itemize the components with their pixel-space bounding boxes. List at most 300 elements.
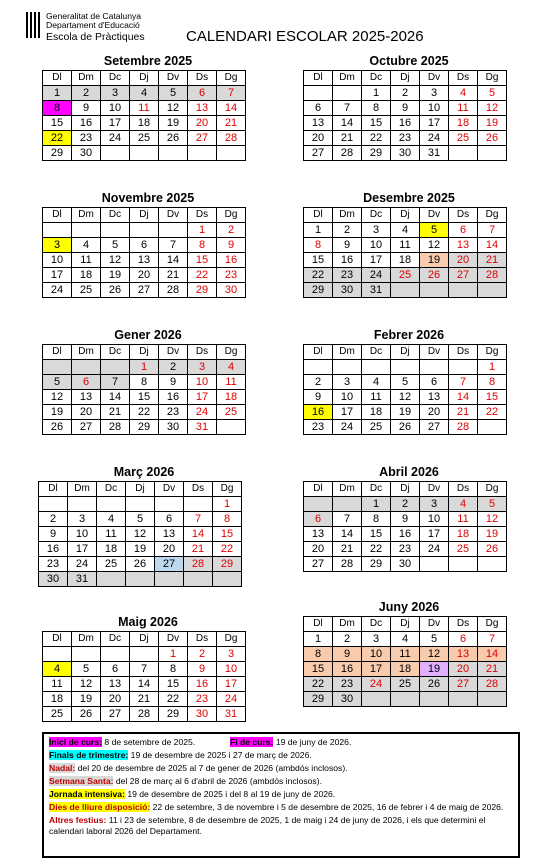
day-cell: 18: [97, 542, 126, 557]
day-cell: [478, 692, 507, 707]
weekday-header: Dg: [478, 71, 507, 86]
day-cell: 17: [420, 116, 449, 131]
day-cell: 15: [213, 527, 242, 542]
day-cell: 29: [188, 283, 217, 298]
day-cell: 14: [184, 527, 213, 542]
day-cell: 15: [188, 253, 217, 268]
day-cell: 19: [391, 405, 420, 420]
day-cell: 6: [420, 375, 449, 390]
weekday-header: Dm: [72, 632, 101, 647]
day-cell: [97, 497, 126, 512]
weekday-header: Dj: [130, 345, 159, 360]
weekday-header: Dj: [391, 482, 420, 497]
day-cell: [449, 557, 478, 572]
day-cell: 6: [449, 223, 478, 238]
day-cell: 19: [420, 662, 449, 677]
weekday-header: Dv: [159, 632, 188, 647]
day-cell: 16: [333, 662, 362, 677]
day-cell: 31: [420, 146, 449, 161]
day-cell: 21: [333, 131, 362, 146]
day-cell: 13: [155, 527, 184, 542]
org-line-1: Generalitat de Catalunya: [46, 11, 142, 21]
day-cell: 28: [184, 557, 213, 572]
day-cell: 21: [159, 268, 188, 283]
week-row: [43, 677, 246, 692]
day-cell: [478, 283, 507, 298]
legend-end-text: 19 de juny de 2026.: [275, 737, 352, 747]
weekday-header: Ds: [188, 71, 217, 86]
day-cell: 24: [362, 677, 391, 692]
day-cell: 2: [39, 512, 68, 527]
day-cell: 25: [130, 131, 159, 146]
day-cell: [362, 692, 391, 707]
weekday-header: Dc: [362, 482, 391, 497]
day-cell: 27: [449, 677, 478, 692]
week-row: [43, 223, 246, 238]
day-cell: 12: [420, 238, 449, 253]
day-cell: 1: [304, 632, 333, 647]
day-cell: 9: [391, 512, 420, 527]
weekday-header: Dm: [68, 482, 97, 497]
day-cell: 23: [304, 420, 333, 435]
day-cell: 26: [72, 707, 101, 722]
day-cell: 15: [362, 527, 391, 542]
legend: [42, 732, 520, 858]
day-cell: 21: [217, 116, 246, 131]
day-cell: 20: [130, 268, 159, 283]
week-row: [39, 497, 242, 512]
day-cell: 23: [391, 542, 420, 557]
day-cell: 4: [130, 86, 159, 101]
day-cell: 22: [304, 268, 333, 283]
day-cell: 26: [126, 557, 155, 572]
day-cell: 12: [391, 390, 420, 405]
day-cell: 3: [420, 497, 449, 512]
week-row: [43, 238, 246, 253]
day-cell: 5: [478, 86, 507, 101]
day-cell: [420, 692, 449, 707]
day-cell: 25: [217, 405, 246, 420]
day-cell: [449, 692, 478, 707]
week-row: [43, 692, 246, 707]
weekday-header: Dl: [304, 208, 333, 223]
day-cell: 10: [362, 238, 391, 253]
weekday-header: Dj: [391, 71, 420, 86]
day-cell: 11: [391, 647, 420, 662]
month-grid: [42, 207, 246, 298]
day-cell: [478, 420, 507, 435]
day-cell: 28: [333, 146, 362, 161]
month-grid: [42, 631, 246, 722]
day-cell: 30: [39, 572, 68, 587]
day-cell: 27: [420, 420, 449, 435]
week-row: [304, 512, 507, 527]
month-grid: [42, 70, 246, 161]
day-cell: [449, 283, 478, 298]
day-cell: [304, 497, 333, 512]
week-row: [304, 662, 507, 677]
day-cell: 30: [333, 692, 362, 707]
day-cell: 4: [449, 86, 478, 101]
day-cell: 13: [304, 116, 333, 131]
day-cell: 23: [159, 405, 188, 420]
weekday-header: Dg: [478, 208, 507, 223]
day-cell: 12: [72, 677, 101, 692]
day-cell: [478, 557, 507, 572]
day-cell: [126, 497, 155, 512]
weekday-header: Dg: [478, 482, 507, 497]
day-cell: 8: [362, 512, 391, 527]
day-cell: 17: [217, 677, 246, 692]
week-row: [43, 662, 246, 677]
day-cell: 14: [159, 253, 188, 268]
day-cell: 25: [43, 707, 72, 722]
day-cell: 5: [101, 238, 130, 253]
day-cell: 3: [333, 375, 362, 390]
day-cell: 24: [43, 283, 72, 298]
day-cell: 6: [130, 238, 159, 253]
day-cell: 23: [188, 692, 217, 707]
day-cell: 9: [217, 238, 246, 253]
day-cell: 7: [333, 101, 362, 116]
month-grid: [42, 344, 246, 435]
day-cell: 5: [72, 662, 101, 677]
week-row: [43, 360, 246, 375]
day-cell: 15: [304, 253, 333, 268]
day-cell: 15: [130, 390, 159, 405]
week-row: [304, 283, 507, 298]
day-cell: 11: [449, 101, 478, 116]
day-cell: 22: [213, 542, 242, 557]
week-row: [304, 527, 507, 542]
day-cell: 31: [362, 283, 391, 298]
day-cell: 27: [188, 131, 217, 146]
day-cell: 24: [362, 268, 391, 283]
day-cell: 26: [43, 420, 72, 435]
day-cell: 10: [43, 253, 72, 268]
day-cell: 1: [304, 223, 333, 238]
day-cell: 10: [333, 390, 362, 405]
day-cell: 9: [159, 375, 188, 390]
weekday-header: Dg: [217, 71, 246, 86]
weekday-header: Dl: [304, 345, 333, 360]
weekday-header: Dv: [420, 345, 449, 360]
day-cell: 29: [213, 557, 242, 572]
legend-intensive-label: Jornada intensiva:: [49, 789, 125, 799]
week-row: [304, 131, 507, 146]
day-cell: 28: [159, 283, 188, 298]
week-row: [304, 101, 507, 116]
weekday-header: Dj: [391, 208, 420, 223]
day-cell: [333, 497, 362, 512]
day-cell: 4: [362, 375, 391, 390]
day-cell: [362, 360, 391, 375]
day-cell: 4: [449, 497, 478, 512]
day-cell: 18: [449, 527, 478, 542]
day-cell: 14: [130, 677, 159, 692]
day-cell: 1: [43, 86, 72, 101]
day-cell: [391, 360, 420, 375]
day-cell: 2: [159, 360, 188, 375]
day-cell: [130, 146, 159, 161]
day-cell: [130, 223, 159, 238]
week-row: [43, 707, 246, 722]
day-cell: 11: [97, 527, 126, 542]
day-cell: [217, 420, 246, 435]
day-cell: 18: [217, 390, 246, 405]
day-cell: 7: [449, 375, 478, 390]
day-cell: 25: [362, 420, 391, 435]
legend-christmas-text: del 20 de desembre de 2025 al 7 de gener de 2026 (ambdós inclosos).: [77, 763, 348, 773]
org-line-3: Escola de Pràctiques: [46, 30, 145, 43]
legend-holidays-label: Altres festius:: [49, 815, 107, 825]
month-title: Abril 2026: [379, 465, 439, 479]
weekday-header: Dm: [333, 345, 362, 360]
week-row: [43, 405, 246, 420]
day-cell: 13: [420, 390, 449, 405]
day-cell: 28: [333, 557, 362, 572]
day-cell: 3: [217, 647, 246, 662]
day-cell: 11: [43, 677, 72, 692]
day-cell: 17: [188, 390, 217, 405]
day-cell: 13: [188, 101, 217, 116]
day-cell: 29: [362, 557, 391, 572]
day-cell: 16: [333, 253, 362, 268]
day-cell: 7: [478, 632, 507, 647]
day-cell: 2: [391, 497, 420, 512]
day-cell: 7: [101, 375, 130, 390]
day-cell: 17: [362, 662, 391, 677]
day-cell: 31: [188, 420, 217, 435]
week-row: [304, 420, 507, 435]
day-cell: 31: [68, 572, 97, 587]
day-cell: 4: [217, 360, 246, 375]
day-cell: [159, 146, 188, 161]
day-cell: 26: [478, 131, 507, 146]
weekday-header: Dm: [333, 482, 362, 497]
weekday-header: Dm: [72, 345, 101, 360]
month-title: Novembre 2025: [101, 191, 195, 205]
day-cell: 25: [72, 283, 101, 298]
day-cell: [184, 497, 213, 512]
day-cell: 8: [43, 101, 72, 116]
week-row: [304, 116, 507, 131]
day-cell: 20: [72, 405, 101, 420]
week-row: [304, 677, 507, 692]
day-cell: 11: [130, 101, 159, 116]
day-cell: 21: [184, 542, 213, 557]
day-cell: 18: [391, 253, 420, 268]
day-cell: 30: [72, 146, 101, 161]
day-cell: 16: [304, 405, 333, 420]
week-row: [304, 497, 507, 512]
month-title: Març 2026: [113, 465, 175, 479]
day-cell: 1: [362, 86, 391, 101]
day-cell: 23: [39, 557, 68, 572]
week-row: [304, 360, 507, 375]
day-cell: 11: [72, 253, 101, 268]
week-row: [304, 86, 507, 101]
day-cell: 9: [39, 527, 68, 542]
day-cell: 28: [130, 707, 159, 722]
day-cell: 10: [68, 527, 97, 542]
weekday-header: Dl: [43, 345, 72, 360]
day-cell: 2: [304, 375, 333, 390]
day-cell: [333, 86, 362, 101]
day-cell: [72, 647, 101, 662]
week-row: [43, 146, 246, 161]
day-cell: 3: [68, 512, 97, 527]
day-cell: [420, 360, 449, 375]
day-cell: [188, 146, 217, 161]
day-cell: [391, 692, 420, 707]
legend-term: [49, 750, 513, 761]
day-cell: 23: [333, 677, 362, 692]
day-cell: 20: [101, 692, 130, 707]
month-grid: [303, 70, 507, 161]
day-cell: 8: [362, 101, 391, 116]
day-cell: 10: [217, 662, 246, 677]
day-cell: 8: [478, 375, 507, 390]
day-cell: [420, 557, 449, 572]
day-cell: 27: [304, 557, 333, 572]
week-row: [304, 405, 507, 420]
day-cell: 2: [391, 86, 420, 101]
day-cell: 22: [188, 268, 217, 283]
weekday-header: Dl: [39, 482, 68, 497]
day-cell: 14: [449, 390, 478, 405]
week-row: [43, 390, 246, 405]
day-cell: 9: [304, 390, 333, 405]
day-cell: 7: [478, 223, 507, 238]
day-cell: 17: [420, 527, 449, 542]
day-cell: [213, 572, 242, 587]
day-cell: [420, 283, 449, 298]
day-cell: 13: [72, 390, 101, 405]
weekday-header: Dc: [362, 345, 391, 360]
legend-term-label: Finals de trimestre:: [49, 750, 129, 760]
day-cell: 16: [391, 116, 420, 131]
weekday-header: Dv: [159, 208, 188, 223]
day-cell: 11: [449, 512, 478, 527]
day-cell: 21: [478, 253, 507, 268]
day-cell: [101, 146, 130, 161]
month-grid: [303, 481, 507, 572]
day-cell: 11: [391, 238, 420, 253]
weekday-header: Dj: [130, 632, 159, 647]
weekday-header: Dc: [362, 71, 391, 86]
day-cell: 14: [478, 238, 507, 253]
day-cell: 6: [449, 632, 478, 647]
legend-easter: [49, 776, 513, 787]
weekday-header: Ds: [188, 208, 217, 223]
day-cell: 17: [43, 268, 72, 283]
day-cell: 25: [97, 557, 126, 572]
day-cell: 26: [159, 131, 188, 146]
month-grid: [303, 344, 507, 435]
day-cell: [39, 497, 68, 512]
day-cell: 12: [478, 512, 507, 527]
week-row: [43, 253, 246, 268]
day-cell: 25: [391, 268, 420, 283]
day-cell: 3: [101, 86, 130, 101]
day-cell: 3: [362, 632, 391, 647]
day-cell: 29: [130, 420, 159, 435]
day-cell: 6: [188, 86, 217, 101]
day-cell: 20: [304, 131, 333, 146]
day-cell: 27: [72, 420, 101, 435]
day-cell: [159, 223, 188, 238]
day-cell: 3: [362, 223, 391, 238]
day-cell: 25: [391, 677, 420, 692]
day-cell: 21: [333, 542, 362, 557]
day-cell: 8: [130, 375, 159, 390]
day-cell: 5: [478, 497, 507, 512]
day-cell: [304, 360, 333, 375]
weekday-header: Dc: [101, 71, 130, 86]
day-cell: 14: [217, 101, 246, 116]
day-cell: 27: [449, 268, 478, 283]
day-cell: 10: [420, 512, 449, 527]
week-row: [304, 647, 507, 662]
day-cell: 30: [391, 557, 420, 572]
weekday-header: Ds: [188, 632, 217, 647]
weekday-header: Dj: [130, 208, 159, 223]
week-row: [304, 375, 507, 390]
day-cell: 30: [333, 283, 362, 298]
day-cell: 5: [420, 632, 449, 647]
day-cell: [478, 146, 507, 161]
weekday-header: Dc: [101, 632, 130, 647]
legend-christmas: [49, 763, 513, 774]
day-cell: 24: [217, 692, 246, 707]
legend-holidays: [49, 815, 513, 837]
day-cell: [333, 360, 362, 375]
day-cell: [101, 647, 130, 662]
day-cell: 19: [72, 692, 101, 707]
month-title: Octubre 2025: [369, 54, 449, 68]
day-cell: 24: [420, 542, 449, 557]
weekday-header: Ds: [449, 482, 478, 497]
day-cell: 20: [449, 253, 478, 268]
weekday-header: Dv: [420, 482, 449, 497]
day-cell: [304, 86, 333, 101]
day-cell: 4: [391, 632, 420, 647]
day-cell: 25: [449, 542, 478, 557]
month-title: Febrer 2026: [373, 328, 445, 342]
weekday-header: Dg: [217, 345, 246, 360]
day-cell: 19: [420, 253, 449, 268]
day-cell: 15: [159, 677, 188, 692]
day-cell: 24: [188, 405, 217, 420]
day-cell: 18: [72, 268, 101, 283]
day-cell: 14: [333, 527, 362, 542]
day-cell: 4: [97, 512, 126, 527]
day-cell: 7: [333, 512, 362, 527]
legend-easter-label: Setmana Santa:: [49, 776, 114, 786]
day-cell: [184, 572, 213, 587]
week-row: [39, 542, 242, 557]
day-cell: 5: [43, 375, 72, 390]
week-row: [39, 527, 242, 542]
weekday-header: Dg: [478, 617, 507, 632]
day-cell: 19: [159, 116, 188, 131]
week-row: [304, 223, 507, 238]
weekday-header: Dj: [126, 482, 155, 497]
week-row: [304, 268, 507, 283]
legend-start-text: 8 de setembre de 2025.: [104, 737, 196, 747]
day-cell: [68, 497, 97, 512]
